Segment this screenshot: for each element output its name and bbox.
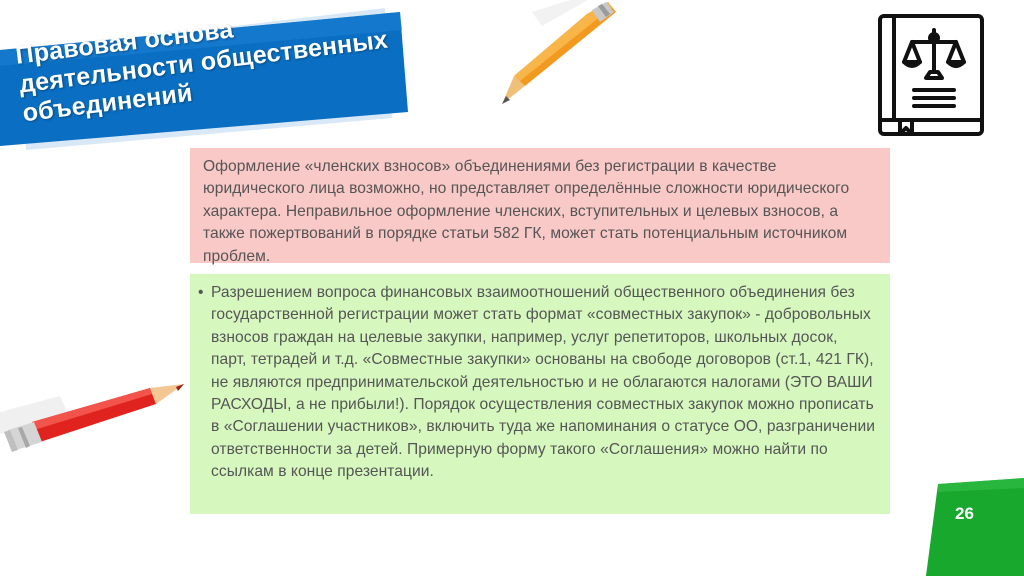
red-pencil [0, 378, 190, 460]
intro-text-box [190, 148, 890, 263]
slide-title: Правовая основа деятельности общественных объединений [14, 15, 390, 128]
bullet-marker: • [198, 284, 204, 301]
orange-pencil [492, 0, 622, 112]
solution-text-box [190, 274, 890, 514]
page-number: 26 [955, 504, 974, 523]
law-book-scales-icon [874, 12, 988, 140]
solution-paragraph: Разрешением вопроса финансовых взаимоотношений общественного объединения без государственной регистрации может стать формат «совместных закупок» - добровольных взносов граждан на целевые закупки, например, услуг репетиторов, школьных досок, парт, тетрадей и т.д. «Совместные закупки» основаны на свободе договоров (ст.1, 421 ГК), не являются предпринимательской деятельностью и не облагаются налогами (ЭТО ВАШИ РАСХОДЫ, а не прибыли!). Порядок осуществления совместных закупок можно прописать в «Соглашении участников», включить туда же напоминания о статусе ОО, разграничении ответственности за детей. Примерную форму такого «Соглашения» можно найти по ссылкам в конце презентации. [211, 284, 875, 481]
bullet-item [198, 282, 876, 484]
title-banner [0, 0, 420, 160]
page-number-badge [926, 478, 1024, 576]
intro-paragraph: Оформление «членских взносов» объединениями без регистрации в качестве юридического лица возможно, но представляет определённые сложности юридического характера. Неправильное оформление членских, вступительных и целевых взносов, а также пожертвований в порядке статьи 582 ГК, может стать потенциальным источником проблем. [203, 158, 850, 265]
